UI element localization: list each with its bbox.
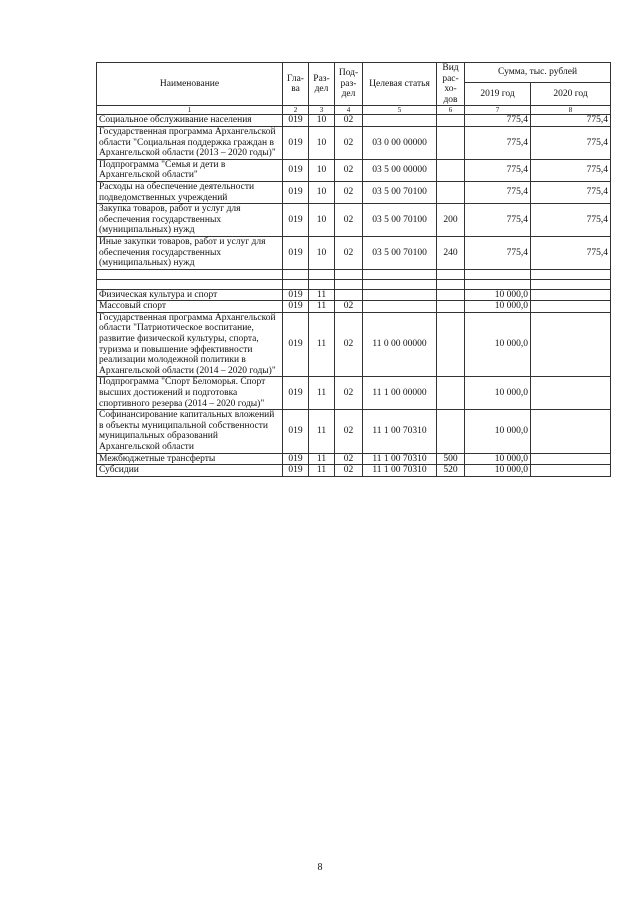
empty-cell (309, 279, 335, 289)
empty-cell (437, 279, 465, 289)
column-number: 6 (437, 106, 465, 115)
row-razdel: 10 (309, 126, 335, 159)
empty-cell (335, 269, 363, 279)
row-value-2020 (531, 453, 611, 465)
row-name: Подпрограмма "Семья и дети в Архангельской области" (97, 159, 283, 181)
table-row (97, 236, 611, 269)
row-glava: 019 (283, 126, 309, 159)
row-target: 03 5 00 70100 (363, 204, 437, 237)
row-target: 11 1 00 70310 (363, 465, 437, 477)
empty-cell (437, 269, 465, 279)
row-target: 11 1 00 70310 (363, 453, 437, 465)
row-razdel: 11 (309, 410, 335, 453)
column-number: 3 (309, 106, 335, 115)
row-razdel: 11 (309, 453, 335, 465)
row-target: 03 5 00 00000 (363, 159, 437, 181)
header-target: Целевая статья (363, 63, 437, 106)
row-name: Расходы на обеспечение деятельности подведомственных учреждений (97, 181, 283, 203)
row-glava: 019 (283, 289, 309, 301)
empty-cell (531, 279, 611, 289)
row-podrazdel: 02 (335, 377, 363, 410)
row-glava: 019 (283, 159, 309, 181)
row-value-2019: 775,4 (465, 115, 531, 127)
empty-cell (97, 269, 283, 279)
empty-cell (363, 279, 437, 289)
row-value-2019: 10 000,0 (465, 312, 531, 377)
empty-cell (465, 269, 531, 279)
column-numbers-row (97, 106, 611, 115)
blank-row (97, 269, 611, 279)
row-name: Государственная программа Архангельской области "Патриотическое воспитание, развитие физической культуры, спорта, туризма и повышение эффективности реализации молодежной политики в Архангельской области (2014 – 2020 годы)" (97, 312, 283, 377)
empty-cell (309, 269, 335, 279)
row-vid (437, 115, 465, 127)
row-glava: 019 (283, 115, 309, 127)
row-name: Массовый спорт (97, 301, 283, 313)
row-name: Иные закупки товаров, работ и услуг для обеспечения государственных (муниципальных) нужд (97, 236, 283, 269)
row-name: Софинансирование капитальных вложений в объекты муниципальной собственности муниципальных образований Архангельской области (97, 410, 283, 453)
row-name: Закупка товаров, работ и услуг для обеспечения государственных (муниципальных) нужд (97, 204, 283, 237)
row-vid (437, 289, 465, 301)
row-value-2020 (531, 410, 611, 453)
table-row (97, 126, 611, 159)
row-target: 11 1 00 70310 (363, 410, 437, 453)
row-name: Государственная программа Архангельской области "Социальная поддержка граждан в Архангельской области (2013 – 2020 годы)" (97, 126, 283, 159)
empty-cell (335, 279, 363, 289)
row-podrazdel (335, 289, 363, 301)
row-podrazdel: 02 (335, 181, 363, 203)
row-razdel: 10 (309, 236, 335, 269)
row-name: Социальное обслуживание населения (97, 115, 283, 127)
empty-cell (283, 269, 309, 279)
column-number: 7 (465, 106, 531, 115)
row-glava: 019 (283, 410, 309, 453)
row-target: 03 5 00 70100 (363, 181, 437, 203)
row-value-2020 (531, 312, 611, 377)
row-podrazdel: 02 (335, 410, 363, 453)
row-value-2020 (531, 465, 611, 477)
table-row (97, 312, 611, 377)
table-body (97, 115, 611, 476)
row-razdel: 10 (309, 204, 335, 237)
row-podrazdel: 02 (335, 236, 363, 269)
row-vid (437, 126, 465, 159)
row-value-2020: 775,4 (531, 115, 611, 127)
header-razdel: Раз-дел (309, 63, 335, 106)
row-vid: 520 (437, 465, 465, 477)
header-2019: 2019 год (465, 83, 531, 106)
table-row (97, 159, 611, 181)
header-vid: Вид рас-хо-дов (437, 63, 465, 106)
header-2020: 2020 год (531, 83, 611, 106)
table-row (97, 410, 611, 453)
row-value-2019: 10 000,0 (465, 410, 531, 453)
blank-row (97, 279, 611, 289)
row-value-2019: 10 000,0 (465, 301, 531, 313)
empty-cell (363, 269, 437, 279)
row-vid: 500 (437, 453, 465, 465)
row-target: 03 0 00 00000 (363, 126, 437, 159)
table-row (97, 181, 611, 203)
row-razdel: 10 (309, 181, 335, 203)
row-name: Субсидии (97, 465, 283, 477)
row-vid (437, 377, 465, 410)
table-row (97, 453, 611, 465)
row-value-2019: 775,4 (465, 126, 531, 159)
header-podrazdel: Под-раз-дел (335, 63, 363, 106)
empty-cell (97, 279, 283, 289)
row-value-2019: 10 000,0 (465, 465, 531, 477)
row-glava: 019 (283, 453, 309, 465)
row-vid (437, 312, 465, 377)
row-glava: 019 (283, 236, 309, 269)
row-value-2020 (531, 289, 611, 301)
header-name: Наименование (97, 63, 283, 106)
row-podrazdel: 02 (335, 465, 363, 477)
row-podrazdel: 02 (335, 115, 363, 127)
budget-table (96, 62, 611, 477)
row-razdel: 11 (309, 301, 335, 313)
row-glava: 019 (283, 181, 309, 203)
row-razdel: 11 (309, 289, 335, 301)
row-value-2020: 775,4 (531, 159, 611, 181)
column-number: 4 (335, 106, 363, 115)
row-value-2019: 10 000,0 (465, 289, 531, 301)
column-number: 8 (531, 106, 611, 115)
header-sum: Сумма, тыс. рублей (465, 63, 611, 83)
row-razdel: 11 (309, 377, 335, 410)
row-glava: 019 (283, 377, 309, 410)
row-glava: 019 (283, 312, 309, 377)
row-podrazdel: 02 (335, 312, 363, 377)
row-value-2020: 775,4 (531, 126, 611, 159)
row-value-2020 (531, 301, 611, 313)
row-value-2019: 10 000,0 (465, 453, 531, 465)
row-value-2019: 10 000,0 (465, 377, 531, 410)
row-glava: 019 (283, 204, 309, 237)
row-value-2019: 775,4 (465, 236, 531, 269)
row-name: Физическая культура и спорт (97, 289, 283, 301)
row-razdel: 11 (309, 465, 335, 477)
table-row (97, 115, 611, 127)
row-value-2020: 775,4 (531, 181, 611, 203)
row-value-2020 (531, 377, 611, 410)
empty-cell (531, 269, 611, 279)
row-value-2020: 775,4 (531, 236, 611, 269)
table-row (97, 204, 611, 237)
row-glava: 019 (283, 465, 309, 477)
row-name: Подпрограмма "Спорт Беломорья. Спорт высших достижений и подготовка спортивного резерва (2014 – 2020 годы)" (97, 377, 283, 410)
column-number: 2 (283, 106, 309, 115)
row-target (363, 301, 437, 313)
row-vid (437, 181, 465, 203)
header-glava: Гла-ва (283, 63, 309, 106)
table-row (97, 465, 611, 477)
row-target: 11 0 00 00000 (363, 312, 437, 377)
row-value-2020: 775,4 (531, 204, 611, 237)
table-row (97, 377, 611, 410)
table-row (97, 289, 611, 301)
row-name: Межбюджетные трансферты (97, 453, 283, 465)
column-number: 5 (363, 106, 437, 115)
row-razdel: 10 (309, 115, 335, 127)
column-number: 1 (97, 106, 283, 115)
row-vid (437, 410, 465, 453)
row-vid: 200 (437, 204, 465, 237)
row-vid (437, 159, 465, 181)
row-razdel: 11 (309, 312, 335, 377)
row-podrazdel: 02 (335, 301, 363, 313)
row-razdel: 10 (309, 159, 335, 181)
row-glava: 019 (283, 301, 309, 313)
row-podrazdel: 02 (335, 159, 363, 181)
row-vid: 240 (437, 236, 465, 269)
row-podrazdel: 02 (335, 453, 363, 465)
row-value-2019: 775,4 (465, 181, 531, 203)
row-target (363, 289, 437, 301)
row-vid (437, 301, 465, 313)
row-value-2019: 775,4 (465, 159, 531, 181)
empty-cell (465, 279, 531, 289)
row-target: 11 1 00 00000 (363, 377, 437, 410)
row-value-2019: 775,4 (465, 204, 531, 237)
row-target (363, 115, 437, 127)
row-podrazdel: 02 (335, 126, 363, 159)
empty-cell (283, 279, 309, 289)
row-podrazdel: 02 (335, 204, 363, 237)
row-target: 03 5 00 70100 (363, 236, 437, 269)
page-number: 8 (317, 862, 323, 873)
table-row (97, 301, 611, 313)
